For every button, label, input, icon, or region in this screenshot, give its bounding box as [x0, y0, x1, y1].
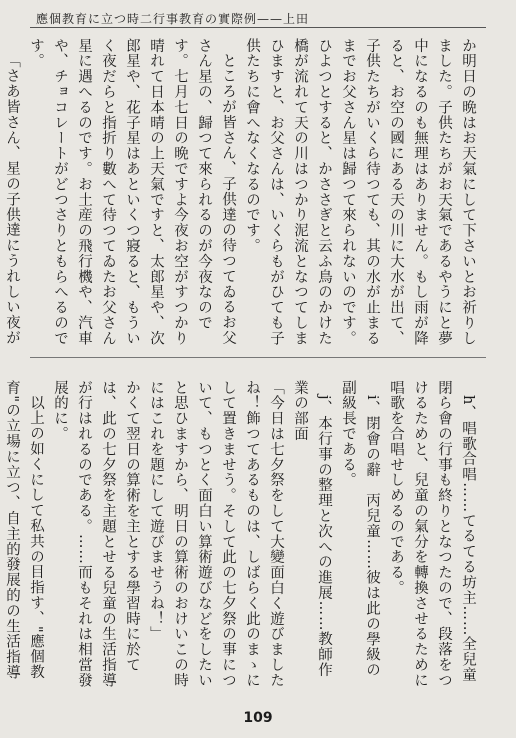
- paragraph: j、本行事の整理と次への進展……教師作業の部面: [292, 380, 332, 678]
- paragraph: かくて翌日の算術を主とする學習時に於ては、此の七夕祭を主題とせる兒童の生活指導が行はれるのである。……而もそれは相當發展的に。: [52, 380, 140, 688]
- paragraph: h、唱歌合唱……てるてる坊主……全兒童: [460, 394, 476, 682]
- page-number: 109: [243, 710, 273, 726]
- paragraph: 閉ら會の行事も終りとなつたので、段落をつけるためと、兒童の氣分を轉換させるために唱歌を合唱せしめるのである。: [388, 380, 452, 688]
- paragraph: 以上の如くにして私共の目指す、"應個教育"の立場に立つ、自主的發展的の生活指導: [4, 380, 44, 681]
- paragraph: 「今日は七夕祭をして大變面白く遊びましたね！飾つてあるものは、しばらく此のまゝにして置きませう。そして此の七夕祭の事について、もつとく面白い算術遊びなどをしたいと思ひますから、明日の算術のおけいこの時にはこれを題にして遊びませうね！」: [148, 380, 284, 688]
- paragraph: 「さあ皆さん、星の子供達にうれしい夜が: [4, 52, 20, 346]
- column-divider: [30, 357, 486, 358]
- lower-text-column: [4, 380, 480, 692]
- running-title: 應個教育に立つ時二行事教育の實際例——上田: [36, 12, 310, 26]
- header-rule: [30, 27, 486, 28]
- upper-text-column: [4, 38, 480, 350]
- paragraph: i、閉會の辭 丙兒童……彼は此の學級の副級長である。: [340, 380, 380, 678]
- paragraph: か明日の晩はお天氣にして下さいとお祈りしました。子供たちがお天氣であるやうにと夢中になるのも無理はありません。もし雨が降ると、お空の國にある天の川に大水が出て、子供たちがいくら待つても、其の水が止まるまでお父さん星は歸つて來られないのです。ひよつとすると、かささぎと云ふ鳥のかけた橋が流れて天の川はつかり泥流となつてしまひますと、お父さんは、いくらもがひても子供たちに會へなくなるのです。: [244, 38, 476, 346]
- paragraph: ところが皆さん、子供達の待つてゐるお父さん星の、歸つて來られるのが今夜なのです。七月七日の晩ですよ今夜お空がすつかり晴れて日本晴の上天氣ですと、太郎星や、次郎星や、花子星はあといくつ寢ると、もういく夜だらと指折り數へて待つてゐたお父さん星に遇へるのです。お土産の飛行機や、汽車や、チョコレートがどつさりともらへるのです。: [28, 38, 236, 346]
